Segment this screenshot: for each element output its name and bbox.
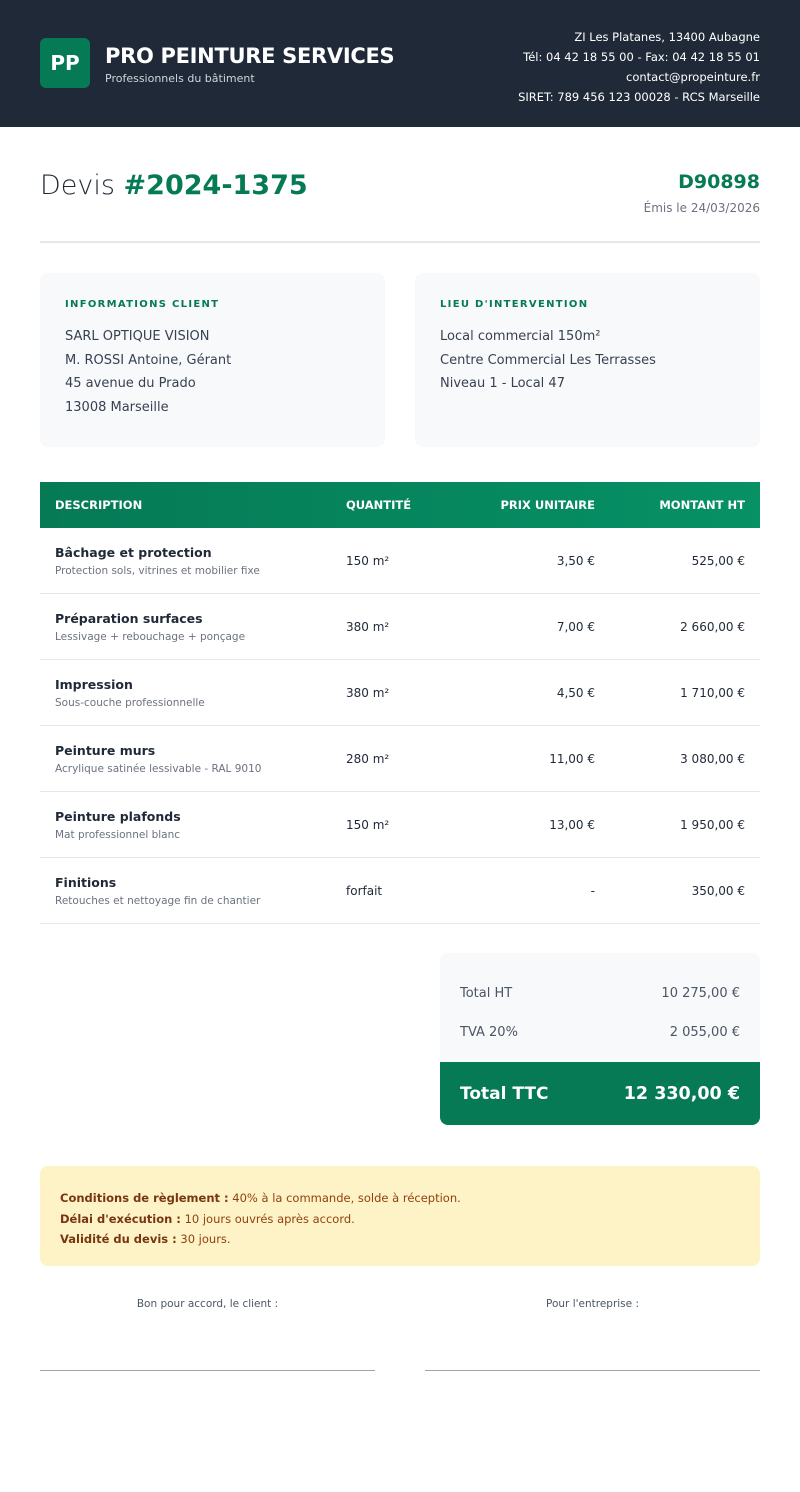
header-description: DESCRIPTION — [55, 498, 143, 512]
site-center: Centre Commercial Les Terrasses — [440, 352, 656, 368]
item-unit-price: 4,50 € — [556, 685, 595, 700]
item-detail: Sous-couche professionnelle — [55, 696, 205, 709]
total-ht-line — [460, 986, 740, 1001]
row-description — [40, 677, 346, 709]
company-header — [0, 0, 800, 127]
payment-terms — [60, 1188, 740, 1209]
item-quantity: 150 m² — [346, 817, 390, 832]
title-divider — [40, 241, 760, 243]
table-row — [40, 792, 760, 858]
company-siret: SIRET: 789 456 123 00028 - RCS Marseille — [518, 90, 760, 104]
item-amount: 1 710,00 € — [680, 685, 745, 700]
item-amount: 2 660,00 € — [680, 619, 745, 634]
total-ttc-bar — [440, 1062, 760, 1125]
quote-validity — [60, 1229, 740, 1250]
item-quantity: 380 m² — [346, 685, 390, 700]
item-amount: 350,00 € — [691, 883, 745, 898]
site-info-title: LIEU D'INTERVENTION — [440, 299, 589, 310]
quote-number: #2024-1375 — [123, 170, 308, 201]
table-header — [40, 482, 760, 528]
table-row — [40, 858, 760, 924]
item-detail: Mat professionnel blanc — [55, 828, 181, 841]
item-quantity: 380 m² — [346, 619, 390, 634]
client-info-card — [40, 273, 385, 447]
company-tagline: Professionnels du bâtiment — [105, 72, 255, 85]
item-name: Préparation surfaces — [55, 610, 203, 626]
table-row — [40, 660, 760, 726]
company-signature-label: Pour l'entreprise : — [546, 1298, 639, 1310]
item-detail: Acrylique satinée lessivable - RAL 9010 — [55, 762, 262, 775]
execution-delay-label: Délai d'exécution : — [60, 1211, 181, 1226]
row-description — [40, 545, 346, 577]
item-quantity: 150 m² — [346, 553, 390, 568]
company-phone-fax: Tél: 04 42 18 55 00 - Fax: 04 42 18 55 01 — [523, 50, 760, 64]
execution-delay — [60, 1209, 740, 1230]
header-quantity: QUANTITÉ — [346, 498, 412, 512]
header-unit-price: PRIX UNITAIRE — [500, 498, 595, 512]
item-unit-price: 11,00 € — [549, 751, 595, 766]
client-info-title: INFORMATIONS CLIENT — [65, 299, 220, 310]
row-description — [40, 809, 346, 841]
item-unit-price: 3,50 € — [556, 553, 595, 568]
item-detail: Retouches et nettoyage fin de chantier — [55, 894, 261, 907]
client-signature-line[interactable] — [40, 1370, 375, 1371]
site-premises: Local commercial 150m² — [440, 329, 601, 344]
total-ttc-label: Total TTC — [460, 1083, 549, 1104]
company-name: PRO PEINTURE SERVICES — [105, 44, 395, 68]
total-ht-label: Total HT — [460, 986, 513, 1001]
execution-delay-value: 10 jours ouvrés après accord. — [184, 1211, 355, 1226]
item-amount: 1 950,00 € — [680, 817, 745, 832]
row-description — [40, 875, 346, 907]
client-street: 45 avenue du Prado — [65, 376, 196, 391]
table-row — [40, 528, 760, 594]
total-ht-value: 10 275,00 € — [661, 986, 740, 1001]
row-description — [40, 743, 346, 775]
item-detail: Protection sols, vitrines et mobilier fixe — [55, 564, 260, 577]
table-row — [40, 594, 760, 660]
item-quantity: forfait — [346, 883, 383, 898]
tva-value: 2 055,00 € — [669, 1025, 740, 1040]
item-unit-price: 7,00 € — [556, 619, 595, 634]
item-name: Finitions — [55, 874, 117, 890]
header-amount: MONTANT HT — [659, 498, 745, 512]
item-unit-price: 13,00 € — [549, 817, 595, 832]
item-name: Peinture murs — [55, 742, 156, 758]
company-logo: PP — [40, 38, 90, 88]
total-ttc-value: 12 330,00 € — [623, 1083, 740, 1104]
quote-items-table — [40, 482, 760, 924]
item-detail: Lessivage + rebouchage + ponçage — [55, 630, 246, 643]
client-contact: M. ROSSI Antoine, Gérant — [65, 352, 232, 368]
row-description — [40, 611, 346, 643]
payment-terms-value: 40% à la commande, solde à réception. — [232, 1191, 461, 1205]
totals-box — [440, 953, 760, 1125]
company-email[interactable]: contact@propeinture.fr — [626, 70, 760, 84]
item-unit-price: - — [590, 883, 595, 898]
client-signature-label: Bon pour accord, le client : — [136, 1298, 279, 1310]
quote-issue-date: Émis le 24/03/2026 — [643, 201, 760, 215]
quote-validity-value: 30 jours. — [180, 1232, 231, 1246]
item-name: Peinture plafonds — [55, 808, 181, 824]
company-contact-block — [518, 27, 760, 107]
item-name: Impression — [55, 676, 133, 692]
company-address: ZI Les Platanes, 13400 Aubagne — [574, 30, 760, 44]
quote-validity-label: Validité du devis : — [60, 1232, 177, 1246]
item-amount: 3 080,00 € — [680, 751, 745, 766]
item-amount: 525,00 € — [691, 553, 745, 568]
payment-terms-label: Conditions de règlement : — [60, 1191, 229, 1205]
client-company: SARL OPTIQUE VISION — [65, 329, 210, 344]
item-quantity: 280 m² — [346, 751, 390, 766]
company-signature-line[interactable] — [425, 1370, 760, 1371]
item-name: Bâchage et protection — [55, 544, 212, 560]
site-unit: Niveau 1 - Local 47 — [440, 376, 565, 391]
table-row — [40, 726, 760, 792]
tva-label: TVA 20% — [460, 1025, 518, 1040]
site-info-card — [415, 273, 760, 447]
tva-line — [460, 1025, 740, 1040]
quote-title-prefix: Devis — [40, 170, 115, 201]
quote-title — [40, 170, 308, 201]
conditions-notice — [40, 1166, 760, 1266]
quote-reference: D90898 — [678, 171, 760, 193]
client-city: 13008 Marseille — [65, 399, 169, 415]
